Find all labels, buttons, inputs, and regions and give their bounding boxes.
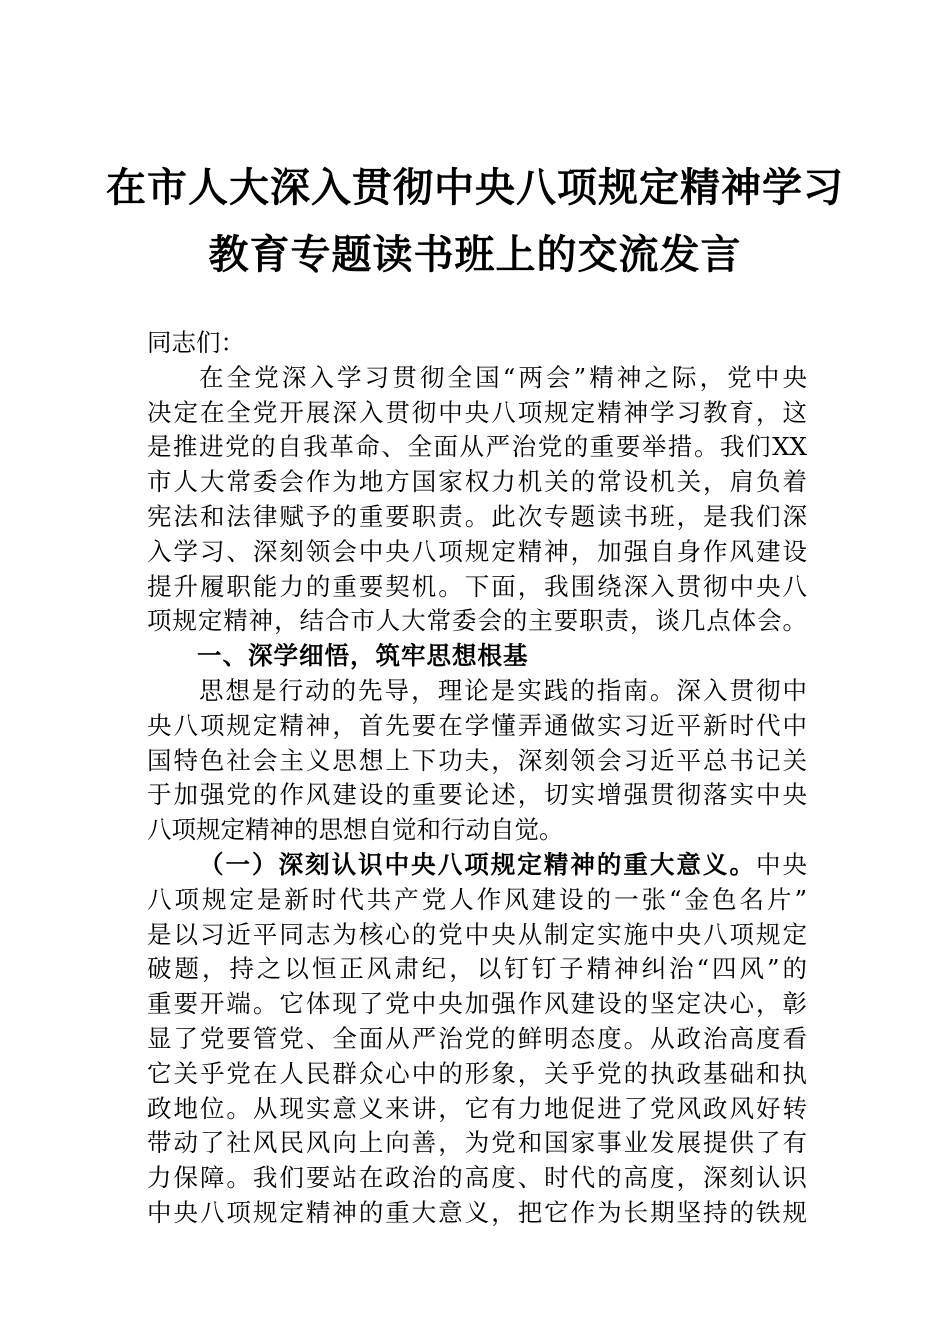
salutation: 同志们： [147, 328, 245, 357]
subsection-first-line [147, 848, 807, 883]
paragraph-line: 破题，持之以恒正风肃纪，以钉钉子精神纠治“四风”的 [147, 954, 807, 984]
paragraph-line: 决定在全党开展深入贯彻中央八项规定精神学习教育，这 [147, 397, 807, 427]
paragraph-line: 国特色社会主义思想上下功夫，深刻领会习近平总书记关 [147, 745, 807, 775]
paragraph-line: 于加强党的作风建设的重要论述，切实增强贯彻落实中央 [147, 780, 807, 810]
paragraph-line: 八项规定精神的思想自觉和行动自觉。 [147, 815, 564, 845]
paragraph-line: 是推进党的自我革命、全面从严治党的重要举措。我们XX [147, 432, 807, 462]
subsection-heading: （一）深刻认识中央八项规定精神的重大意义。 [199, 849, 756, 879]
section-heading: 一、深学细悟，筑牢思想根基 [197, 641, 529, 671]
paragraph-line: 市人大常委会作为地方国家权力机关的常设机关，肩负着 [147, 467, 807, 497]
paragraph-line: 思想是行动的先导，理论是实践的指南。深入贯彻中 [199, 675, 807, 705]
paragraph-line: 带动了社风民风向上向善，为党和国家事业发展提供了有 [147, 1128, 807, 1158]
paragraph-line: 在全党深入学习贯彻全国“两会”精神之际，党中央 [199, 362, 807, 392]
paragraph-line: 宪法和法律赋予的重要职责。此次专题读书班，是我们深 [147, 501, 807, 531]
paragraph-line: 入学习、深刻领会中央八项规定精神，加强自身作风建设 [147, 536, 807, 566]
document-title-line-2: 教育专题读书班上的交流发言 [208, 231, 742, 278]
paragraph-line: 中央八项规定精神的重大意义，把它作为长期坚持的铁规 [147, 1197, 807, 1227]
paragraph-line: 提升履职能力的重要契机。下面，我围绕深入贯彻中央八 [147, 571, 807, 601]
paragraph-line: 它关乎党在人民群众心中的形象，关乎党的执政基础和执 [147, 1058, 807, 1088]
document-body [147, 326, 807, 1231]
paragraph-line: 是以习近平同志为核心的党中央从制定实施中央八项规定 [147, 919, 807, 949]
paragraph-line: 八项规定是新时代共产党人作风建设的一张“金色名片” [147, 884, 807, 914]
paragraph-line: 央八项规定精神，首先要在学懂弄通做实习近平新时代中 [147, 710, 807, 740]
paragraph-line: 政地位。从现实意义来讲，它有力地促进了党风政风好转 [147, 1093, 807, 1123]
paragraph-line: 显了党要管党、全面从严治党的鲜明态度。从政治高度看 [147, 1023, 807, 1053]
paragraph-line: 重要开端。它体现了党中央加强作风建设的坚定决心，彰 [147, 989, 807, 1019]
document-title-line-1: 在市人大深入贯彻中央八项规定精神学习 [106, 164, 844, 211]
paragraph-line: 力保障。我们要站在政治的高度、时代的高度，深刻认识 [147, 1163, 807, 1193]
subsection-first-line-rest: 中央 [755, 849, 808, 879]
paragraph-line: 项规定精神，结合市人大常委会的主要职责，谈几点体会。 [147, 606, 807, 636]
